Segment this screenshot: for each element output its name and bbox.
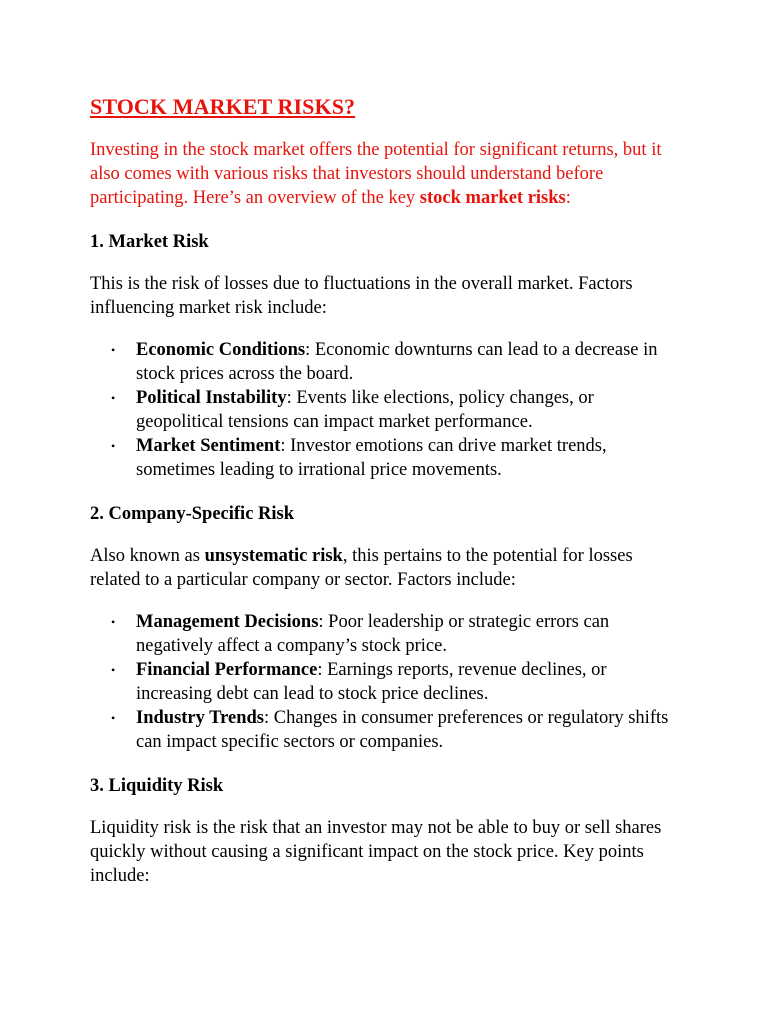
list-item (111, 386, 680, 434)
list-item (111, 610, 680, 658)
paragraph-text-end: , this pertains to the potential for losses related to a particular company or sector. Factors include: (90, 546, 633, 590)
list-item-term: Economic Conditions (136, 340, 306, 360)
market-risk-list (90, 338, 680, 482)
list-item-text: : Changes in consumer preferences or regulatory shifts can impact specific sectors or companies. (136, 708, 669, 752)
company-risk-list (90, 610, 680, 754)
intro-text-end: : (565, 188, 571, 208)
section-heading-liquidity-risk: 3. Liquidity Risk (90, 776, 224, 796)
intro-text: Investing in the stock market offers the potential for significant returns, but it also comes with various risks that investors should understand before participating. Here’s an overview of the key (90, 140, 662, 208)
section-heading-company-specific-risk: 2. Company-Specific Risk (90, 504, 295, 524)
list-item-text: : Events like elections, policy changes, or geopolitical tensions can impact market performance. (136, 388, 594, 432)
list-item (111, 338, 680, 386)
list-item (111, 658, 680, 706)
bullet-icon: • (111, 391, 116, 405)
list-item-term: Industry Trends (136, 708, 265, 728)
intro-bold-text: stock market risks (419, 188, 566, 208)
bullet-icon: • (111, 711, 116, 725)
bullet-icon: • (111, 615, 116, 629)
document-page (90, 92, 680, 888)
list-item-term: Financial Performance (136, 660, 318, 680)
paragraph-text: Also known as (90, 546, 205, 566)
list-item (111, 434, 680, 482)
document-title: STOCK MARKET RISKS? (90, 94, 356, 119)
bullet-icon: • (111, 439, 116, 453)
list-item-term: Political Instability (136, 388, 287, 408)
intro-paragraph (90, 138, 680, 210)
section-paragraph-market-risk: This is the risk of losses due to fluctuations in the overall market. Factors influencing market risk include: (90, 274, 633, 318)
bullet-icon: • (111, 343, 116, 357)
list-item-term: Management Decisions (136, 612, 319, 632)
section-heading-market-risk: 1. Market Risk (90, 232, 209, 252)
bullet-icon: • (111, 663, 116, 677)
paragraph-bold-text: unsystematic risk (204, 546, 343, 566)
list-item-text: : Poor leadership or strategic errors can negatively affect a company’s stock price. (136, 612, 610, 656)
list-item (111, 706, 680, 754)
list-item-text: : Investor emotions can drive market trends, sometimes leading to irrational price movements. (136, 436, 607, 480)
list-item-text: : Economic downturns can lead to a decrease in stock prices across the board. (136, 340, 658, 384)
section-paragraph-company-specific-risk (90, 544, 680, 592)
list-item-term: Market Sentiment (136, 436, 281, 456)
section-paragraph-liquidity-risk: Liquidity risk is the risk that an investor may not be able to buy or sell shares quickly without causing a significant impact on the stock price. Key points include: (90, 818, 662, 886)
list-item-text: : Earnings reports, revenue declines, or increasing debt can lead to stock price declines. (136, 660, 607, 704)
